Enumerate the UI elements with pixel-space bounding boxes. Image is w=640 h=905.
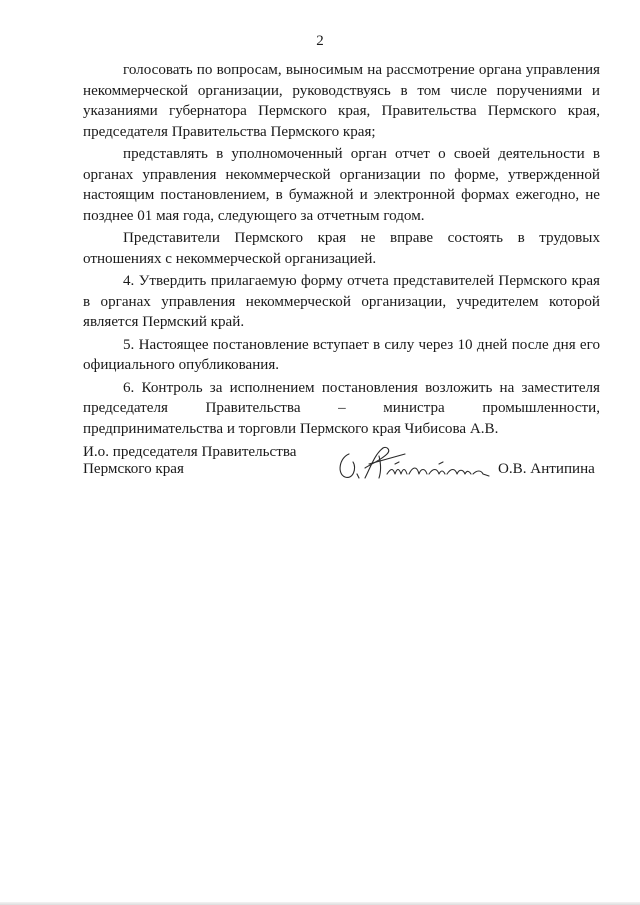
- signatory-role-line-1: И.о. председателя Правительства: [83, 444, 297, 460]
- paragraph-labor-relations: Представители Пермского края не вправе состоять в трудовых отношениях с некоммерческой организацией.: [83, 230, 600, 267]
- paragraph-item-6: 6. Контроль за исполнением постановления возложить на заместителя председателя Правительства – министра промышленности, предпринимательства и торговли Пермского края Чибисова А.В.: [83, 379, 600, 437]
- page-number: 2: [316, 33, 324, 49]
- handwritten-signature: [335, 444, 495, 484]
- paragraph-vote: голосовать по вопросам, выносимым на рассмотрение органа управления некоммерческой организации, руководствуясь в том числе поручениями и указаниями губернатора Пермского края, Правительства Пермского края, председателя Правительства Пермского края;: [83, 62, 600, 140]
- signatory-role: [83, 444, 333, 478]
- paragraph-report: представлять в уполномоченный орган отчет о своей деятельности в органах управления некоммерческой организации по форме, утвержденной настоящим постановлением, в бумажной и электронной формах ежегодно, не позднее 01 мая года, следующего за отчетным годом.: [83, 146, 600, 224]
- paragraph-item-5: 5. Настоящее постановление вступает в силу через 10 дней после дня его официального опубликования.: [83, 336, 600, 373]
- signatory-name: О.В. Антипина: [498, 461, 595, 477]
- signature-block: [83, 444, 603, 494]
- document-body: [83, 60, 600, 441]
- signatory-role-line-2: Пермского края: [83, 461, 184, 477]
- paragraph-item-4: 4. Утвердить прилагаемую форму отчета представителей Пермского края в органах управления некоммерческой организации, учредителем которой является Пермский край.: [83, 273, 600, 330]
